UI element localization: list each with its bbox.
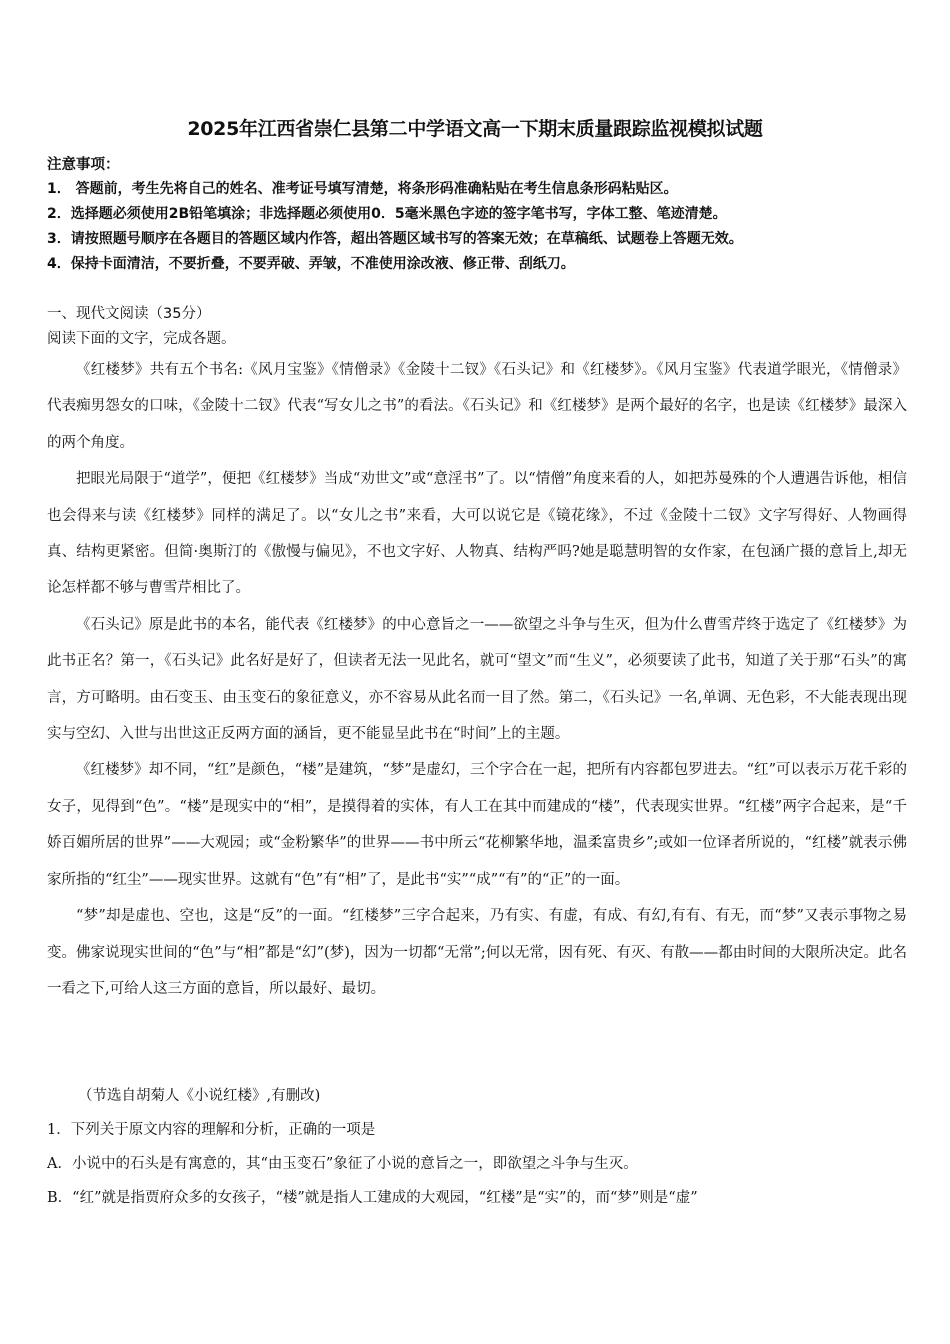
question-option: A．小说中的石头是有寓意的，其“由玉变石”象征了小说的意旨之一，即欲望之斗争与生灭。 [47, 1156, 638, 1172]
passage-paragraph: 《红楼梦》却不同，“红”是颜色，“楼”是建筑，“梦”是虚幻，三个字合在一起，把所有内容都包罗进去。“红”可以表示万花千彩的女子，见得到“色”。“楼”是现实中的“相”，是摸得着的实体，有人工在其中而建成的“楼”，代表现实世界。“红楼”两字合起来，是“千娇百媚所居的世界”——大观园；或“金粉繁华”的世界——书中所云“花柳繁华地，温柔富贵乡”;或如一位译者所说的，“红楼”就表示佛家所指的“红尘”——现实世界。这就有“色”有“相”了，是此书“实”“成”“有”的“正”的一面。 [47, 762, 907, 888]
section-intro: 阅读下面的文字，完成各题。 [47, 331, 236, 347]
exam-title: 2025年江西省崇仁县第二中学语文高一下期末质量跟踪监视模拟试题 [187, 118, 763, 140]
notice-item: 4．保持卡面清洁，不要折叠，不要弄破、弄皱，不准使用涂改液、修正带、刮纸刀。 [47, 256, 575, 272]
passage-paragraph: 《红楼梦》共有五个书名:《风月宝鉴》《情僧录》《金陵十二钗》《石头记》和《红楼梦》。《风月宝鉴》代表道学眼光，《情僧录》代表痴男怨女的口味，《金陵十二钗》代表“写女儿之书”的看法。《石头记》和《红楼梦》是两个最好的名字，也是读《红楼梦》最深入的两个角度。 [47, 362, 907, 451]
notice-item: 3．请按照题号顺序在各题目的答题区域内作答，超出答题区域书写的答案无效；在草稿纸、试题卷上答题无效。 [47, 231, 743, 247]
question-stem: 1．下列关于原文内容的理解和分析，正确的一项是 [47, 1122, 376, 1138]
reading-passage [47, 352, 907, 1007]
question-option: B．“红”就是指贾府众多的女孩子，“楼”就是指人工建成的大观园，“红楼”是“实”的，而“梦”则是“虚” [47, 1190, 698, 1206]
passage-paragraph: 《石头记》原是此书的本名，能代表《红楼梦》的中心意旨之一——欲望之斗争与生灭，但为什么曹雪芹终于选定了《红楼梦》为此书正名？第一，《石头记》此名好是好了，但读者无法一见此名，就可“望文”而“生义”，必须要读了此书，知道了关于那“石头”的寓言，方可略明。由石变玉、由玉变石的象征意义，亦不容易从此名而一目了然。第二，《石头记》一名,单调、无色彩，不大能表现出现实与空幻、入世与出世这正反两方面的涵旨，更不能显呈此书在“时间”上的主题。 [47, 616, 907, 743]
passage-paragraph: 把眼光局限于“道学”，便把《红楼梦》当成“劝世文”或“意淫书”了。以“情僧”角度来看的人，如把苏曼殊的个人遭遇告诉他，相信也会得来与读《红楼梦》同样的满足了。以“女儿之书”来看，大可以说它是《镜花缘》，不过《金陵十二钗》文字写得好、人物画得真、结构更紧密。但简·奥斯汀的《傲慢与偏见》，不也文字好、人物真、结构严吗?她是聪慧明智的女作家，在包涵广摄的意旨上,却无论怎样都不够与曹雪芹相比了。 [47, 471, 907, 597]
section-heading: 一、现代文阅读（35分） [47, 306, 211, 322]
notice-item: 2．选择题必须使用2B铅笔填涂；非选择题必须使用0．5毫米黑色字迹的签字笔书写，字体工整、笔迹清楚。 [47, 206, 727, 222]
passage-paragraph: “梦”却是虚也、空也，这是“反”的一面。“红楼梦”三字合起来，乃有实、有虚，有成、有幻,有有、有无，而“梦”又表示事物之易变。佛家说现实世间的“色”与“相”都是“幻”(梦)，因为一切都“无常”;何以无常，因有死、有灭、有散——都由时间的大限所决定。此名一看之下,可给人这三方面的意旨，所以最好、最切。 [47, 908, 907, 997]
passage-source: （节选自胡菊人《小说红楼》,有删改) [78, 1088, 321, 1104]
notice-heading: 注意事项： [47, 157, 120, 173]
notice-item: 1． 答题前，考生先将自己的姓名、准考证号填写清楚，将条形码准确粘贴在考生信息条形码粘贴区。 [47, 181, 678, 197]
